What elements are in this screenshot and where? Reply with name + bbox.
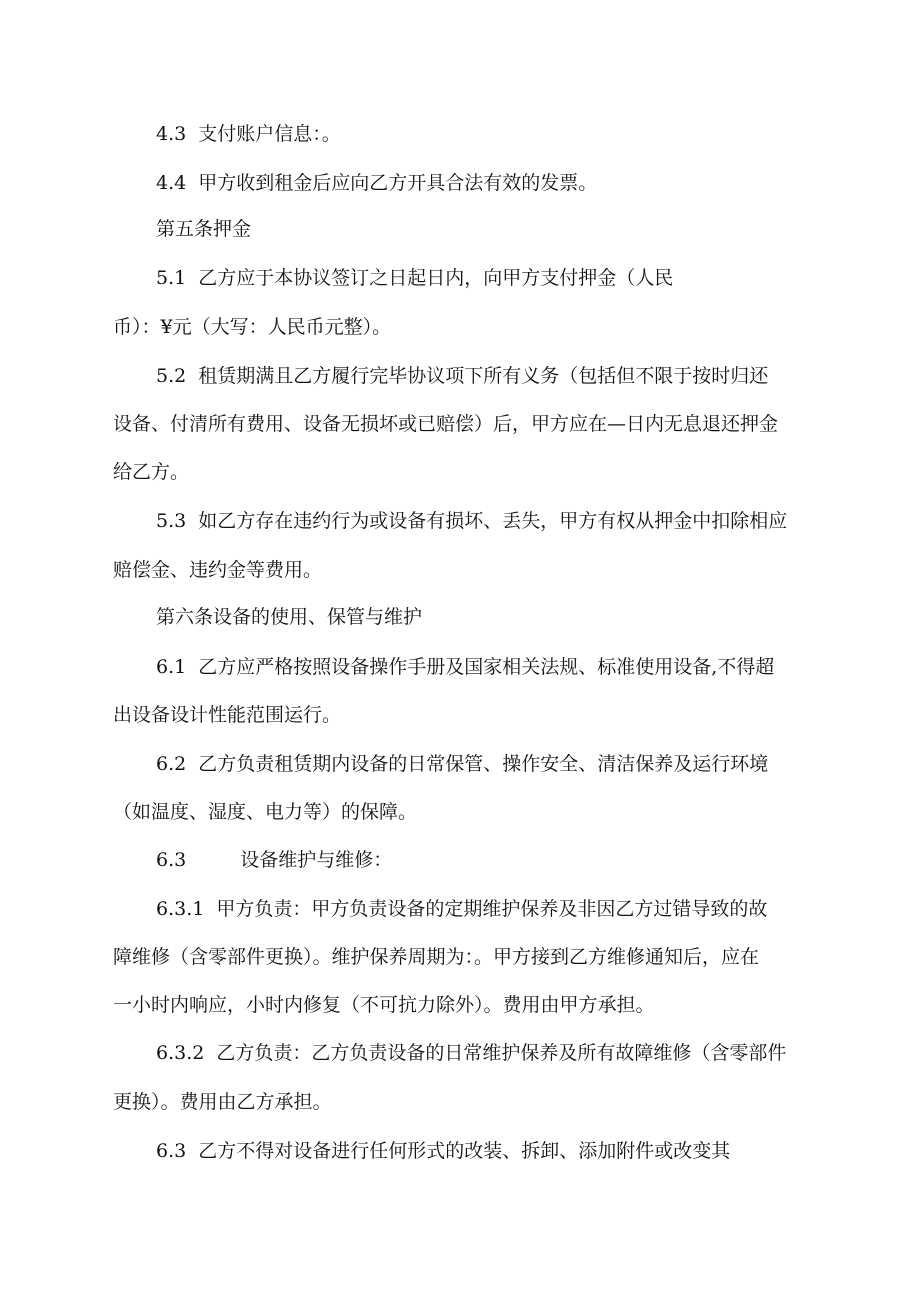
clause-text: 乙方负责租赁期内设备的日常保管、操作安全、清洁保养及运行环境 xyxy=(198,753,769,775)
clause-number: 6.2 xyxy=(156,753,187,775)
clause-text: 乙方应严格按照设备操作手册及国家相关法规、标准使用设备,不得超 xyxy=(198,656,775,678)
clause-text: 乙方负责：乙方负责设备的日常维护保养及所有故障维修（含零部件 xyxy=(216,1042,787,1064)
clause-6-3-1-line-3: 一小时内响应，小时内修复（不可抗力除外）。费用由甲方承担。 xyxy=(113,994,655,1016)
clause-number: 4.3 xyxy=(156,123,187,145)
article-5-heading: 第五条押金 xyxy=(156,218,252,240)
clause-6-3-2-line-1 xyxy=(156,1040,786,1066)
clause-6-3-2-line-2: 更换）。费用由乙方承担。 xyxy=(113,1091,332,1113)
clause-5-2-line-2: 设备、付清所有费用、设备无损坏或已赔偿）后，甲方应在—日内无息退还押金 xyxy=(113,413,779,435)
clause-text: 租赁期满且乙方履行完毕协议项下所有义务（包括但不限于按时归还 xyxy=(198,365,769,387)
clause-number: 5.2 xyxy=(156,365,187,387)
clause-5-1-line-1 xyxy=(156,265,673,291)
clause-text: 甲方负责：甲方负责设备的定期维护保养及非因乙方过错导致的故 xyxy=(216,898,768,920)
clause-6-3-b-line-1 xyxy=(156,1138,730,1164)
clause-6-1-line-1 xyxy=(156,654,774,680)
clause-number: 6.3 xyxy=(156,849,187,871)
clause-text: 设备维护与维修： xyxy=(240,849,393,871)
clause-text: 如乙方存在违约行为或设备有损坏、丢失，甲方有权从押金中扣除相应 xyxy=(198,510,788,532)
clause-number: 6.3 xyxy=(156,1140,187,1162)
clause-5-3-line-2: 赔偿金、违约金等费用。 xyxy=(113,559,323,581)
clause-5-3-line-1 xyxy=(156,508,787,534)
clause-number: 4.4 xyxy=(156,172,187,194)
article-6-heading: 第六条设备的使用、保管与维护 xyxy=(156,606,423,628)
clause-text: 甲方收到租金后应向乙方开具合法有效的发票。 xyxy=(198,172,598,194)
clause-number: 6.1 xyxy=(156,656,187,678)
clause-5-2-line-3: 给乙方。 xyxy=(113,461,190,483)
clause-number: 6.3.1 xyxy=(156,898,205,920)
clause-6-3-1-line-2: 障维修（含零部件更换）。维护保养周期为：。甲方接到乙方维修通知后，应在 xyxy=(113,946,760,968)
clause-6-2-line-1 xyxy=(156,751,768,777)
clause-4-3 xyxy=(156,121,341,147)
clause-number: 5.3 xyxy=(156,510,187,532)
clause-5-1-line-2: 币）：¥元（大写：人民币元整）。 xyxy=(113,316,392,338)
clause-6-2-line-2: （如温度、湿度、电力等）的保障。 xyxy=(113,801,418,823)
clause-text: 乙方不得对设备进行任何形式的改装、拆卸、添加附件或改变其 xyxy=(198,1140,731,1162)
clause-number: 6.3.2 xyxy=(156,1042,205,1064)
clause-text: 乙方应于本协议签订之日起日内，向甲方支付押金（人民 xyxy=(198,267,674,289)
clause-text: 支付账户信息：。 xyxy=(198,123,341,145)
clause-5-2-line-1 xyxy=(156,363,768,389)
clause-4-4 xyxy=(156,170,597,196)
clause-6-3-heading xyxy=(156,847,392,873)
clause-6-3-1-line-1 xyxy=(156,896,767,922)
clause-6-1-line-2: 出设备设计性能范围运行。 xyxy=(113,704,342,726)
clause-number: 5.1 xyxy=(156,267,187,289)
